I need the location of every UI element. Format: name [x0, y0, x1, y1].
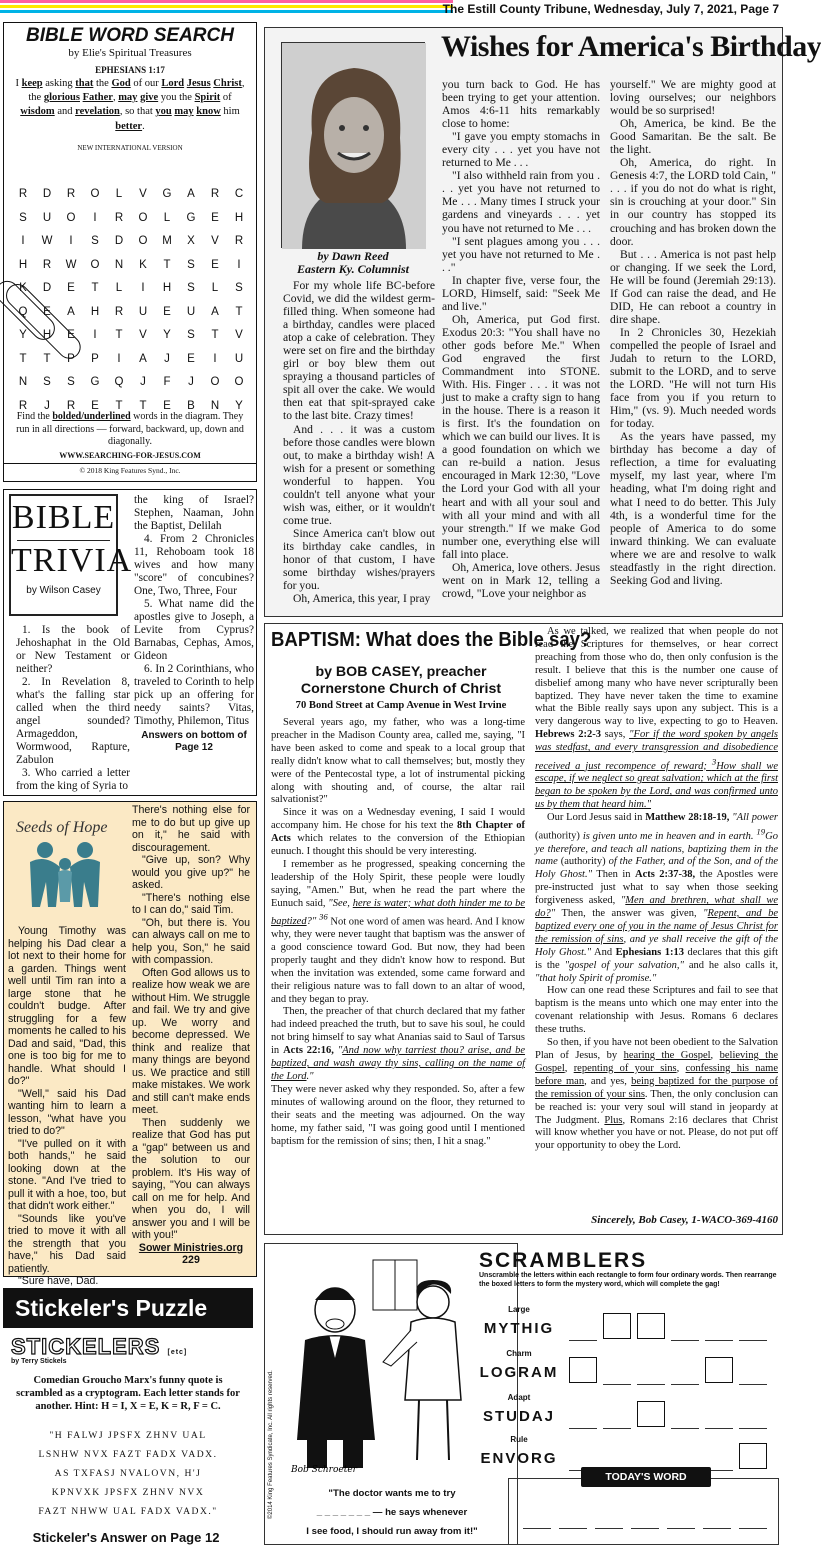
logo-word-bible: BIBLE: [11, 499, 116, 536]
seeds-number: 229: [182, 1254, 200, 1266]
grid-letter: J: [188, 376, 194, 388]
grid-letter: S: [187, 282, 195, 294]
grid-letter: I: [21, 235, 25, 247]
trivia-question: 1. Is the book of Jehoshaphat in the Old or New Testament or neither?: [16, 624, 130, 675]
scrambler-letter-slot[interactable]: [637, 1359, 665, 1385]
seeds-paragraph: Then suddenly we realize that God has put a "gap" between us and the solution to our problem. It's His way of saying, "You can always call on me for help. And when you do, I will answer you and I will be with you!": [132, 1116, 250, 1241]
wishes-paragraph: Oh, America, this year, I pray: [293, 592, 431, 606]
grid-letter: O: [138, 211, 148, 224]
wishes-column-3: [610, 78, 776, 587]
grid-letter: E: [211, 211, 219, 224]
wishes-paragraph: But . . . America is not past help or changing. If we seek the Lord, He will be found (Jeremiah 29:13). If God can raise the dead, and He DID, He can reboot a country in dire shape.: [610, 247, 776, 326]
seeds-of-hope-family-icon: [10, 812, 120, 912]
todays-word-label: TODAY'S WORD: [581, 1467, 711, 1487]
page-header: The Estill County Tribune, Wednesday, July 7, 2021, Page 7: [442, 2, 779, 16]
grid-letter: T: [91, 282, 99, 294]
scrambler-letter-slot[interactable]: [603, 1359, 631, 1385]
grid-letter: I: [93, 211, 97, 224]
grid-letter: V: [139, 188, 147, 200]
grid-letter: U: [42, 211, 52, 224]
scramblers-instructions: Unscramble the letters within each rectangle to form four ordinary words. Then rearrange the boxed letters to form the mystery word, which will complete the gag!: [479, 1272, 777, 1288]
grid-letter: H: [18, 258, 28, 271]
trivia-question: 6. In 2 Corinthians, who traveled to Corinth to help pick up an offering for needy saints? Vitas, Timothy, Philemon, Titus: [134, 663, 254, 727]
grid-letter: P: [91, 352, 99, 365]
baptism-paragraph: Several years ago, my father, who was a long-time preacher in the Madison County area, called me, saying, "I have been asked to come and speak to a local group that really didn't know what to call themselves; but, mostly they were of the Pentecostal type, a lot of instrumental picking along with shouting and, of course, the altar rail salvationist?": [271, 717, 525, 806]
grid-letter: S: [43, 376, 51, 388]
baptism-paragraph: I remember as he progressed, speaking concerning the leadership of the Holy Spirit, these people were loudly saying, "Amen." But, when he read the part where the Eunuch said, "See, here is water; what doth hinder me to be baptized?" $^{36}$ Not one word of amen was heard. And I know why, they were never taught that baptism was the answer of a good conscience toward God. But now, they had been properly taught and they didn't know how to respond. But when the invitation was extended, some came forward and their religious nature was to fall down to an altar of wood, and they began to pray.: [271, 858, 525, 1005]
word-search-version: NEW INTERNATIONAL VERSION: [77, 143, 183, 152]
grid-letter: K: [19, 282, 27, 294]
baptism-byline: [271, 664, 531, 698]
trivia-question: 4. From 2 Chronicles 11, Rehoboam took 18 wives and how many "score" of concubines? One, Two, Three, Four: [134, 533, 254, 597]
word-search-verse: I keep asking that the God of our Lord Jesus Christ, the glorious Father, may give you the Spirit of wisdom and revelation, so that you may know him better.: [15, 78, 245, 132]
todays-word-letter-slot[interactable]: [631, 1503, 659, 1529]
cryptogram-line: LSNHW NVX FAZT FADX VADX.: [38, 1449, 218, 1460]
stickelers-logo-text: STICKELERS: [11, 1334, 161, 1359]
grid-letter: A: [211, 305, 219, 318]
seeds-paragraph: There's nothing else for me to do but up give up on it," he said with discouragement.: [132, 804, 250, 854]
grid-letter: S: [67, 376, 75, 388]
grid-letter: V: [235, 329, 243, 341]
wishes-paragraph: Since America can't blow out its birthday cake candles, in honor of that custom, I have some birthday wishes/prayers for you.: [283, 526, 435, 593]
scrambler-letter-slot[interactable]: [739, 1403, 767, 1429]
scrambler-letter-slot[interactable]: [705, 1315, 733, 1341]
word-search-footer-text: Find the bolded/underlined words in the diagram. They run in all directions — forward, backward, up, down and diagonally.: [16, 411, 244, 447]
grid-letter: G: [90, 376, 100, 388]
columnist-portrait-image: [282, 43, 426, 249]
grid-letter: H: [42, 329, 52, 341]
scrambler-word: ENVORG: [480, 1450, 558, 1467]
word-search-copyright: © 2018 King Features Synd., Inc.: [4, 463, 256, 475]
caption-line-1: "The doctor wants me to try: [328, 1488, 456, 1499]
cartoon-signature: Bob Schroeter: [291, 1465, 357, 1475]
wishes-paragraph: Oh, America, put God first. Exodus 20:3: "You shall have no other gods before Me." When God engraved the first Commandment into STONE. With. His. Finger . . . it was not just to make a crafty sign to hang in the house. There is a reason it is first. It's the foundation on which we can build our lives. It is a good foundation on which we can re-build a nation. Jesus encouraged in Mark 12:30, "Love the Lord your God with all your heart and with all your soul and with all your mind and with all your strength." If we make God number one, everything else will fall into place.: [442, 312, 600, 561]
grid-letter: Q: [18, 305, 28, 318]
grid-letter: H: [234, 211, 244, 224]
logo-byline: by Wilson Casey: [26, 585, 101, 596]
grid-letter: A: [67, 305, 75, 318]
wishes-title: Wishes for America's Birthday: [441, 30, 821, 63]
wishes-paragraph: you turn back to God. He has been trying to get your attention. Amos 4:6-11 hits remarkably close to home:: [442, 78, 600, 131]
cryptogram-line: FAZT NHWW UAL FADX VADX.": [38, 1506, 218, 1517]
grid-letter: G: [162, 188, 172, 200]
word-search-instructions: [4, 411, 256, 461]
grid-letter: O: [66, 211, 76, 224]
scramblers-title: SCRAMBLERS: [479, 1249, 648, 1272]
baptism-church: Cornerstone Church of Christ: [300, 681, 502, 697]
scrambler-letter-slot[interactable]: [671, 1403, 699, 1429]
grid-letter: R: [42, 258, 52, 271]
scrambler-word: STUDAJ: [482, 1408, 555, 1425]
word-search-site: WWW.SEARCHING-FOR-JESUS.COM: [59, 450, 201, 460]
wishes-paragraph: As the years have passed, my birthday has become a day of reflection, a time for evaluating myself, my last year, where I'm heading, what I'm doing right and what I need to do better. This July 4th, is a wonderful time for the people of America to do some inward thinking. We can evaluate where we are and resolve to walk steadfastly in the right direction. Seeking God and living.: [610, 430, 776, 587]
grid-letter: G: [186, 211, 196, 224]
grid-row: [13, 371, 249, 395]
wishes-paragraph: yourself." We are mighty good at loving ourselves; our neighbors would be so surprised!: [610, 78, 776, 118]
todays-word-letter-slot[interactable]: [523, 1503, 551, 1529]
logo-word-trivia: TRIVIA: [11, 542, 133, 579]
scrambler-letter-slot[interactable]: [637, 1401, 665, 1427]
grid-row: [13, 254, 249, 278]
seeds-paragraph: "Give up, son? Why would you give up?" he asked.: [132, 854, 250, 891]
grid-letter: U: [186, 305, 196, 318]
grid-letter: J: [140, 376, 146, 388]
grid-letter: N: [18, 376, 28, 388]
stickelers-intro: Comedian Groucho Marx's funny quote is scrambled as a cryptogram. Each letter stands for another. Hint: H = I, X = E, K = R, F = C.: [16, 1375, 240, 1412]
grid-letter: T: [163, 258, 171, 271]
seeds-column-left: [8, 925, 126, 1288]
word-search-grid: [13, 183, 249, 418]
byline-role: Eastern Ky. Columnist: [297, 262, 409, 276]
grid-letter: U: [138, 305, 148, 318]
scrambler-letter-slot[interactable]: [671, 1315, 699, 1341]
grid-letter: T: [211, 329, 219, 341]
grid-row: [13, 183, 249, 207]
grid-letter: N: [114, 258, 124, 271]
grid-letter: H: [162, 282, 172, 294]
bible-trivia-panel: [3, 489, 257, 796]
byline-author: by Dawn Reed: [317, 249, 389, 263]
trivia-text: the king of Israel? Stephen, Naaman, John the Baptist, Delilah: [134, 494, 254, 532]
scrambler-letter-slot[interactable]: [569, 1315, 597, 1341]
grid-letter: R: [18, 399, 28, 412]
grid-letter: E: [91, 399, 99, 412]
todays-word-letter-slot[interactable]: [703, 1503, 731, 1529]
grid-letter: I: [141, 282, 145, 294]
scrambler-letter-slot[interactable]: [739, 1359, 767, 1385]
grid-letter: M: [162, 235, 172, 247]
baptism-paragraph: They were never asked why they responded. So, after a few minutes of wallowing around on the floor, they returned to their seats and the meeting was adjourned. On the way home, my father said, "I was going good until I mentioned baptism for the remission of sins; then, I hit a snag.": [271, 1083, 525, 1147]
scrambler-clue: Large: [508, 1305, 530, 1314]
baptism-paragraph: As we talked, we realized that when people do not read the Scriptures for themselves, or hear correct preaching from those who do, then only confusion is the result. I believe that this is the number one cause of disbelief among many who have never scripturally been baptized. They have never taken the time to examine what the Bible really says upon any subject. This is a very dangerous way to live, expecting to go to Heaven. Hebrews 2:2-3 says, "For if the word spoken by angels was stedfast, and every transgression and disobedience received a just recompence of reward; $^3$How shall we escape, if we neglect so great salvation; which at the first began to be spoken by the Lord, and was confirmed unto us by them that heard him.": [535, 626, 778, 811]
seeds-paragraph: Often God allows us to realize how weak we are without Him. We struggle and fail. We try and give up. We worry and become depressed. We think and realize that many things are beyond us. We practice and still make mistakes. We work and still can't make ends meet.: [132, 966, 250, 1116]
grid-letter: I: [213, 352, 217, 365]
scrambler-letter-slot[interactable]: [705, 1357, 733, 1383]
grid-letter: R: [210, 188, 220, 200]
grid-row: [13, 301, 249, 325]
wishes-paragraph: "I sent plagues among you . . . yet you have not returned to Me . . .": [442, 234, 600, 274]
wishes-column-2: [442, 78, 600, 600]
wishes-paragraph: "I gave you empty stomachs in every city . . . yet you have not returned to Me . . .: [442, 130, 600, 170]
grid-letter: O: [90, 188, 100, 200]
seeds-paragraph: "Oh, but there is. You can always call on me to help you, Son," he said with compassion.: [132, 916, 250, 966]
trivia-question: 5. What name did the apostles give to Joseph, a Levite from Cyprus? Barnabas, Cephas, Amos, Gideon: [134, 598, 254, 662]
grid-letter: D: [114, 235, 124, 247]
grid-letter: Y: [163, 329, 171, 341]
scrambler-letter-slot[interactable]: [705, 1403, 733, 1429]
wishes-paragraph: For my whole life BC-before Covid, we did the wildest germ-filled thing. When someone had a birthday, candles were placed atop a cake of celebration. They were set on fire and the birthday girl or boy blew them out spraying a thousand particles of spit all over the cake. We would then eat that spit-sprayed cake to the last bite. Crazy times!: [283, 279, 435, 423]
grid-letter: S: [19, 211, 27, 224]
logo-text: Seeds of Hope: [16, 819, 108, 836]
wishes-column-1: [283, 279, 435, 605]
caption-line-3: I see food, I should run away from it!": [306, 1526, 478, 1537]
grid-letter: O: [210, 376, 220, 388]
grid-letter: V: [211, 235, 219, 247]
trivia-question: 2. In Revelation 8, what's the falling star called when the third angel sounded? Armageddon, Wormwood, Rapture, Zabulon: [16, 676, 130, 766]
grid-letter: H: [90, 305, 100, 318]
cryptogram-line: AS TXFASJ NVALOVN, H'J: [54, 1468, 202, 1479]
trivia-question: 3. Who carried a letter from the king of Syria to: [16, 767, 130, 792]
grid-letter: R: [114, 305, 124, 318]
baptism-address: 70 Bond Street at Camp Avenue in West Irvine: [295, 700, 507, 711]
trivia-questions-left: [16, 624, 130, 793]
grid-letter: O: [138, 235, 148, 247]
grid-letter: L: [211, 282, 219, 294]
grid-row: [13, 230, 249, 254]
scramblers-panel: [471, 1243, 781, 1545]
grid-letter: B: [187, 399, 195, 412]
grid-letter: A: [187, 188, 195, 200]
scrambler-letter-slot[interactable]: [603, 1403, 631, 1429]
scrambler-letter-slot[interactable]: [739, 1315, 767, 1341]
grid-letter: A: [139, 352, 147, 365]
grid-letter: L: [163, 211, 171, 224]
seeds-paragraph: "Well," said his Dad wanting him to learn a lesson, "what have you tried to do?": [8, 1087, 126, 1137]
grid-row: [13, 277, 249, 301]
scrambler-clue: Adapt: [507, 1393, 531, 1402]
seeds-column-right: [132, 804, 250, 1267]
scrambler-letter-slot[interactable]: [739, 1443, 767, 1469]
stickelers-answer-note: Stickeler's Answer on Page 12: [32, 1530, 220, 1545]
grid-letter: E: [67, 282, 75, 294]
grid-letter: T: [19, 352, 27, 365]
word-search-reference: EPHESIANS 1:17: [95, 65, 165, 75]
grid-letter: U: [234, 352, 244, 365]
scrambler-word: MYTHIG: [483, 1320, 555, 1337]
grid-letter: E: [163, 399, 171, 412]
cryptogram-line: "H FALWJ JPSFX ZHNV UAL: [49, 1430, 207, 1441]
grid-letter: S: [235, 282, 243, 294]
grid-letter: D: [42, 282, 52, 294]
stickelers-logo-suffix: [etc]: [167, 1349, 188, 1356]
grid-letter: O: [234, 376, 244, 388]
scrambler-letter-slot[interactable]: [671, 1359, 699, 1385]
scrambler-letter-slot[interactable]: [569, 1357, 597, 1383]
seeds-of-hope-panel: [3, 801, 257, 1287]
todays-word-box[interactable]: [508, 1471, 779, 1545]
baptism-paragraph: Our Lord Jesus said in Matthew 28:18-19, "All power (authority) is given unto me in heaven and in earth. $^{19}$Go ye therefore, and teach all nations, baptizing them in the name (authority) of the Father, and of the Son, and of the Holy Ghost." Then in Acts 2:37-38, the Apostles were pre-instructed just what to say when those seeking forgiveness asked, "Men and brethren, what shall we do?" Then, the answer was given, "Repent, and be baptized every one of you in the name of Jesus Christ for the remission of sins, and ye shall receive the gift of the Holy Ghost." And Ephesians 1:13 declares that this gift is the "gospel of your salvation," and he also calls it, "that holy Spirit of promise.": [535, 812, 779, 984]
baptism-paragraph: Since it was on a Wednesday evening, I said I would accompany him. He chose for his text the 8th Chapter of Acts which relates to the conversion of the Ethiopian eunuch. I thought this should be very interesting.: [271, 807, 525, 858]
wishes-paragraph: Oh, America, do right. In Genesis 4:7, the LORD told Cain, " . . . if you do not do what is right, sin is crouching at your door." Sin in our country has stopped its crouching and has broken down the door.: [610, 156, 776, 248]
cartoon-copyright: ©2014 King Features Syndicate, Inc. All rights reserved.: [268, 1370, 274, 1519]
grid-letter: V: [139, 329, 147, 341]
grid-letter: E: [163, 305, 171, 318]
stickelers-panel: [3, 1330, 253, 1530]
wishes-article: [264, 27, 821, 617]
grid-letter: W: [65, 258, 77, 271]
wishes-paragraph: "I also withheld rain from you . . . yet you have not returned to Me . . . Many times I struck your gardens and vineyards . . . yet you have not returned to Me . . .: [442, 169, 600, 235]
grid-letter: Y: [235, 399, 243, 412]
seeds-paragraph: "Sure have, Dad.: [18, 1275, 99, 1287]
stickelers-logo: [11, 1334, 187, 1360]
seeds-signature: Sower Ministries.org: [138, 1241, 244, 1254]
seeds-paragraph: "I've pulled on it with both hands," he said looking down at the stone. "And I've tried to pull it with a hoe, too, but that didn't work either.": [8, 1137, 126, 1212]
grid-letter: I: [69, 235, 73, 247]
grid-letter: W: [41, 235, 53, 247]
scrambler-letter-slot[interactable]: [569, 1403, 597, 1429]
seeds-of-hope-logo: [10, 812, 120, 912]
baptism-article: [264, 623, 783, 1235]
grid-letter: T: [115, 399, 123, 412]
scrambler-letter-slot[interactable]: [637, 1313, 665, 1339]
grid-letter: D: [42, 188, 52, 200]
grid-letter: I: [117, 352, 121, 365]
todays-word-letter-slot[interactable]: [595, 1503, 623, 1529]
grid-letter: Q: [114, 376, 124, 388]
grid-letter: N: [210, 399, 220, 412]
trivia-questions-right: [134, 494, 254, 754]
grid-letter: R: [66, 188, 76, 200]
todays-word-letter-slot[interactable]: [559, 1503, 587, 1529]
grid-letter: S: [187, 258, 195, 271]
wishes-paragraph: And . . . it was a custom before those candles were blown out, to make a birthday wish! A wish for a present or something wonderful to happen. You couldn't tell anyone what your wish was, either, or it wouldn't come true.: [283, 422, 435, 527]
wishes-byline: [273, 250, 433, 276]
baptism-paragraph: How can one read these Scriptures and fail to see that baptism is the means unto which one may enter into the covenant relationship with Jesus. Romans 6 declares these truths.: [535, 985, 778, 1036]
scrambler-letter-slot[interactable]: [603, 1313, 631, 1339]
grid-letter: C: [234, 188, 244, 200]
grid-row: [13, 207, 249, 231]
wishes-paragraph: In 2 Chronicles 30, Hezekiah compelled the people of Israel and Judah to return to the LORD, submit to the LORD, and to serve the LORD. "He will not turn His face from you if you return to Him," (vs. 9). Much needed words for today.: [610, 325, 776, 431]
grid-letter: T: [43, 352, 51, 365]
grid-letter: T: [115, 329, 123, 341]
grid-letter: R: [18, 188, 28, 200]
stickelers-byline: by Terry Stickels: [11, 1358, 67, 1365]
grid-letter: Y: [19, 329, 27, 341]
grid-letter: L: [115, 188, 123, 200]
seeds-paragraph: Young Timothy was helping his Dad clear a lot next to their home for a garden. Things went well until Tim ran into a large stone that he couldn't budge. After struggling for a few moments he called to his Dad and said, "Dad, this one is too big for me to handle. What should I do?": [8, 925, 126, 1087]
baptism-column-2: [535, 626, 778, 1153]
grid-letter: L: [115, 282, 123, 294]
baptism-paragraph: So then, if you have not been obedient to the Salvation Plan of Jesus, by hearing the Gospel, believing the Gospel, repenting of your sins, confessing his name before man, and yes, being baptized for the purpose of the remission of your sins. Then, the only conclusion can be reached is: your very soul will stand in jeopardy at The Judgment. Plus, Romans 2:16 declares that Christ will know whether you have or not. Please, do not put off your opportunity to obey the Lord.: [535, 1037, 779, 1152]
grid-letter: T: [139, 399, 147, 412]
grid-letter: K: [139, 258, 147, 271]
word-search-panel: [3, 22, 257, 482]
seeds-paragraph: "Sounds like you've tried to move it with all the strength that you have," his Dad said patiently.: [8, 1212, 126, 1275]
baptism-author: by BOB CASEY, preacher: [315, 664, 487, 680]
baptism-title: BAPTISM: What does the Bible say?: [271, 629, 592, 651]
grid-letter: J: [164, 352, 170, 365]
stickelers-cryptogram: [9, 1426, 247, 1521]
grid-letter: X: [187, 235, 195, 247]
grid-row: [13, 348, 249, 372]
grid-letter: E: [211, 258, 219, 271]
grid-letter: I: [93, 329, 97, 341]
wishes-paragraph: Oh, America, love others. Jesus went on in Mark 12, telling a crowd, "Love your neighbor as: [442, 560, 600, 600]
grid-letter: S: [91, 235, 99, 247]
grid-letter: R: [66, 399, 76, 412]
scrambler-word: LOGRAM: [479, 1364, 559, 1381]
grid-row: [13, 324, 249, 348]
baptism-signature: Sincerely, Bob Casey, 1-WACO-369-4160: [591, 1214, 778, 1226]
cryptogram-line: KPNVXK JPSFX ZHNV NVX: [51, 1487, 205, 1498]
grid-letter: I: [237, 258, 241, 271]
stickelers-banner: Stickeler's Puzzle: [3, 1288, 253, 1328]
scrambler-clue: Charm: [506, 1349, 532, 1358]
baptism-paragraph: Then, the preacher of that church declared that my father had indeed preached the truth, but to save his soul, he could not bring himself to say what Ananias said to Saul of Tarsus in Acts 22:16, "And now why tarriest thou? arise, and be baptized, and wash away thy sins, calling on the name of the Lord.": [271, 1006, 526, 1082]
wishes-paragraph: In chapter five, verse four, the LORD, Himself, said: "Seek Me and live.": [442, 273, 600, 313]
todays-word-letter-slot[interactable]: [667, 1503, 695, 1529]
grid-letter: P: [67, 352, 75, 365]
grid-letter: E: [67, 329, 75, 341]
seeds-paragraph: "There's nothing else to I can do," said Tim.: [132, 891, 250, 916]
word-search-subtitle: by Elie's Spiritual Treasures: [68, 47, 192, 59]
trivia-answers-note: Answers on bottom of Page 12: [141, 730, 247, 753]
grid-letter: F: [163, 376, 171, 388]
grid-letter: R: [234, 235, 244, 247]
grid-letter: O: [90, 258, 100, 271]
scrambler-clue: Rule: [510, 1435, 528, 1444]
grid-letter: R: [114, 211, 124, 224]
bible-trivia-logo: [9, 494, 133, 616]
cartoon-drawing: [283, 1250, 473, 1478]
columnist-photo: [281, 42, 425, 248]
word-search-title: BIBLE WORD SEARCH: [26, 25, 234, 46]
baptism-column-1: [271, 717, 525, 1148]
grid-letter: T: [235, 305, 243, 318]
grid-letter: S: [187, 329, 195, 341]
grid-letter: E: [43, 305, 51, 318]
caption-line-2: _ _ _ _ _ _ _ — he says whenever: [316, 1507, 468, 1518]
todays-word-letter-slot[interactable]: [739, 1503, 767, 1529]
wishes-paragraph: Oh, America, be kind. Be the Good Samaritan. Be the salt. Be the light.: [610, 117, 776, 157]
grid-letter: E: [187, 352, 195, 365]
grid-letter: J: [44, 399, 50, 412]
